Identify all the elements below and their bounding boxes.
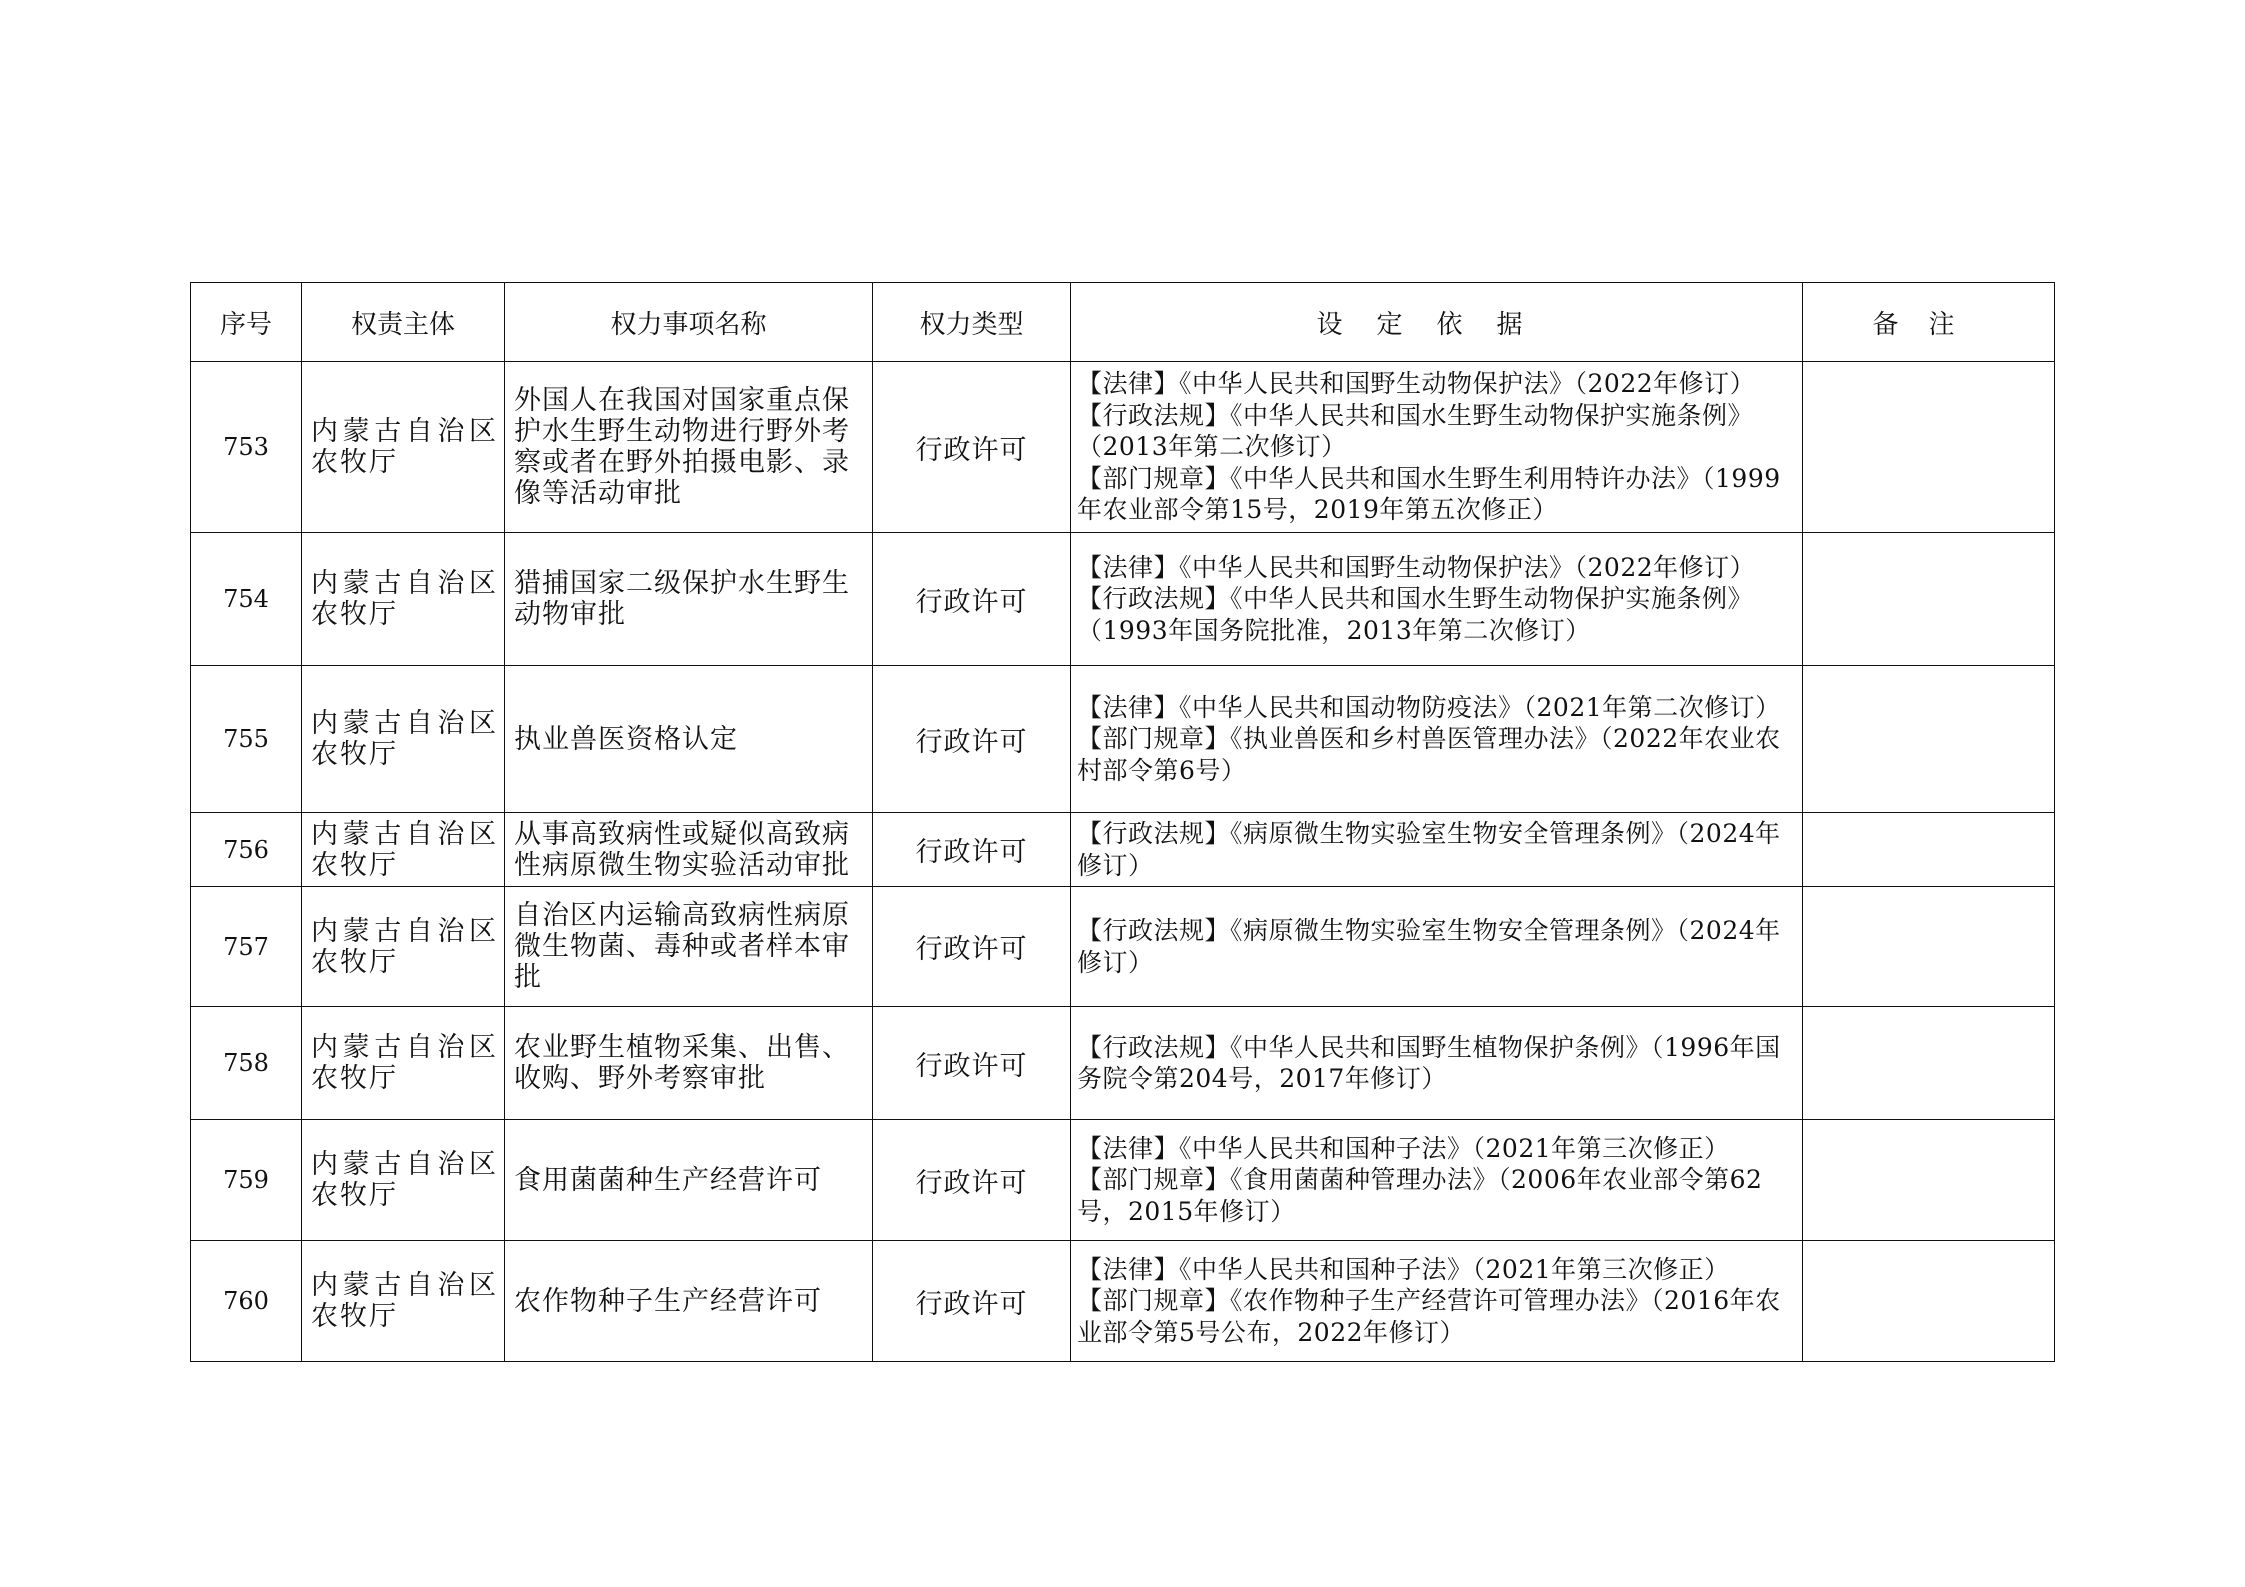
- row-remark: [1803, 533, 2055, 666]
- table-row: [191, 887, 2055, 1007]
- row-remark: [1803, 666, 2055, 813]
- table-row: [191, 1241, 2055, 1362]
- table-body: [191, 362, 2055, 1362]
- legal-basis-line: 【行政法规】《中华人民共和国水生野生动物保护实施条例》（2013年第二次修订）: [1077, 400, 1754, 462]
- row-remark: [1803, 813, 2055, 887]
- row-item-name: 自治区内运输高致病性病原微生物菌、毒种或者样本审批: [505, 887, 873, 1007]
- row-power-type: 行政许可: [873, 362, 1071, 533]
- table-row: [191, 1120, 2055, 1241]
- row-item-name: 农作物种子生产经营许可: [505, 1241, 873, 1362]
- row-number: 754: [191, 533, 302, 666]
- legal-basis-line: 【部门规章】《农作物种子生产经营许可管理办法》（2016年农业部令第5号公布，2022年修订）: [1077, 1286, 1781, 1347]
- legal-basis-line: 【法律】《中华人民共和国野生动物保护法》（2022年修订）: [1077, 552, 1756, 582]
- row-remark: [1803, 362, 2055, 533]
- legal-basis-line: 【法律】《中华人民共和国种子法》（2021年第三次修正）: [1077, 1133, 1730, 1163]
- row-number: 755: [191, 666, 302, 813]
- row-number: 758: [191, 1007, 302, 1120]
- table-header-row: [191, 283, 2055, 362]
- row-authority-body: 内蒙古自治区农牧厅: [302, 666, 505, 813]
- legal-basis-line: 【行政法规】《病原微生物实验室生物安全管理条例》（2024年修订）: [1077, 819, 1781, 880]
- header-body: 权责主体: [302, 283, 505, 362]
- legal-basis-line: 【法律】《中华人民共和国野生动物保护法》（2022年修订）: [1077, 369, 1756, 399]
- row-legal-basis: [1071, 666, 1803, 813]
- header-remark: 备注: [1803, 283, 2055, 362]
- legal-basis-line: 【行政法规】《病原微生物实验室生物安全管理条例》（2024年修订）: [1077, 916, 1781, 977]
- row-legal-basis: [1071, 813, 1803, 887]
- legal-basis-line: 【行政法规】《中华人民共和国野生植物保护条例》（1996年国务院令第204号，2017年修订）: [1077, 1032, 1781, 1093]
- row-remark: [1803, 887, 2055, 1007]
- table-row: [191, 813, 2055, 887]
- legal-basis-line: 【部门规章】《食用菌菌种管理办法》（2006年农业部令第62号，2015年修订）: [1077, 1165, 1763, 1226]
- legal-basis-line: 【法律】《中华人民共和国动物防疫法》（2021年第二次修订）: [1077, 692, 1781, 722]
- row-legal-basis: [1071, 887, 1803, 1007]
- header-name: 权力事项名称: [505, 283, 873, 362]
- row-item-name: 外国人在我国对国家重点保护水生野生动物进行野外考察或者在野外拍摄电影、录像等活动审批: [505, 362, 873, 533]
- row-power-type: 行政许可: [873, 887, 1071, 1007]
- row-number: 756: [191, 813, 302, 887]
- row-item-name: 农业野生植物采集、出售、收购、野外考察审批: [505, 1007, 873, 1120]
- header-type: 权力类型: [873, 283, 1071, 362]
- table-row: [191, 533, 2055, 666]
- legal-basis-line: 【部门规章】《中华人民共和国水生野生利用特许办法》（1999年农业部令第15号，2019年第五次修正）: [1077, 463, 1781, 525]
- row-power-type: 行政许可: [873, 533, 1071, 666]
- header-no: 序号: [191, 283, 302, 362]
- row-power-type: 行政许可: [873, 666, 1071, 813]
- row-legal-basis: [1071, 362, 1803, 533]
- legal-basis-line: 【部门规章】《执业兽医和乡村兽医管理办法》（2022年农业农村部令第6号）: [1077, 724, 1781, 785]
- row-item-name: 执业兽医资格认定: [505, 666, 873, 813]
- row-legal-basis: [1071, 533, 1803, 666]
- row-remark: [1803, 1241, 2055, 1362]
- row-remark: [1803, 1007, 2055, 1120]
- row-authority-body: 内蒙古自治区农牧厅: [302, 813, 505, 887]
- row-power-type: 行政许可: [873, 1241, 1071, 1362]
- row-authority-body: 内蒙古自治区农牧厅: [302, 1241, 505, 1362]
- row-power-type: 行政许可: [873, 1007, 1071, 1120]
- row-number: 757: [191, 887, 302, 1007]
- row-number: 753: [191, 362, 302, 533]
- row-item-name: 食用菌菌种生产经营许可: [505, 1120, 873, 1241]
- row-legal-basis: [1071, 1007, 1803, 1120]
- row-authority-body: 内蒙古自治区农牧厅: [302, 362, 505, 533]
- row-legal-basis: [1071, 1120, 1803, 1241]
- row-item-name: 猎捕国家二级保护水生野生动物审批: [505, 533, 873, 666]
- row-authority-body: 内蒙古自治区农牧厅: [302, 1007, 505, 1120]
- row-legal-basis: [1071, 1241, 1803, 1362]
- row-number: 759: [191, 1120, 302, 1241]
- legal-basis-line: 【行政法规】《中华人民共和国水生野生动物保护实施条例》（1993年国务院批准，2013年第二次修订）: [1077, 584, 1754, 645]
- row-number: 760: [191, 1241, 302, 1362]
- row-authority-body: 内蒙古自治区农牧厅: [302, 887, 505, 1007]
- row-remark: [1803, 1120, 2055, 1241]
- row-power-type: 行政许可: [873, 1120, 1071, 1241]
- row-item-name: 从事高致病性或疑似高致病性病原微生物实验活动审批: [505, 813, 873, 887]
- table-row: [191, 1007, 2055, 1120]
- table-row: [191, 362, 2055, 533]
- row-power-type: 行政许可: [873, 813, 1071, 887]
- header-basis: 设定依据: [1071, 283, 1803, 362]
- row-authority-body: 内蒙古自治区农牧厅: [302, 533, 505, 666]
- table-row: [191, 666, 2055, 813]
- authority-list-table: [190, 282, 2055, 1362]
- row-authority-body: 内蒙古自治区农牧厅: [302, 1120, 505, 1241]
- legal-basis-line: 【法律】《中华人民共和国种子法》（2021年第三次修正）: [1077, 1254, 1730, 1284]
